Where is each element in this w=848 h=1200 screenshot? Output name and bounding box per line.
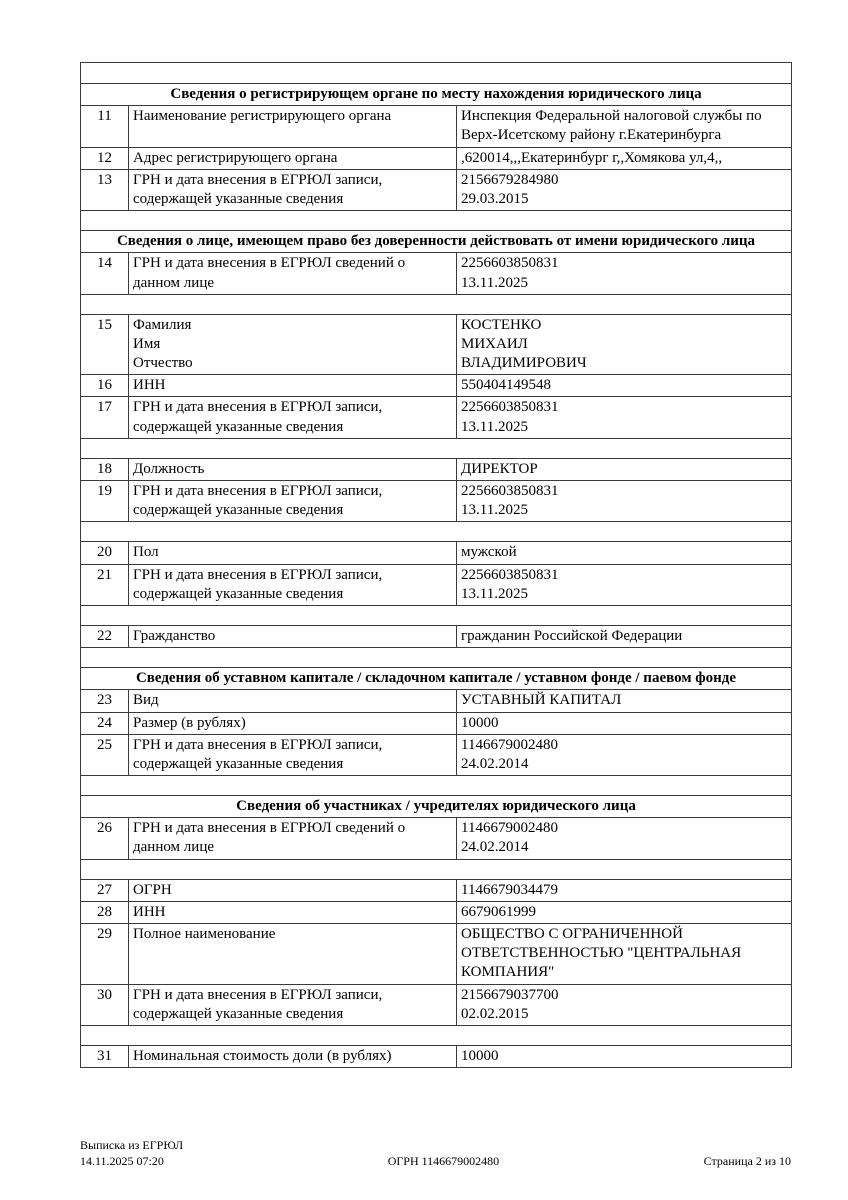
row-label: ОГРН [129,879,457,901]
row-value [457,481,792,522]
spacer-row [81,776,792,796]
spacer-row [81,522,792,542]
spacer-cell [81,211,792,231]
table-row-24 [81,712,792,734]
row-label: Наименование регистрирующего органа [129,106,457,147]
label-name: Имя [133,335,161,352]
table-row-29 [81,924,792,985]
row-label: Номинальная стоимость доли (в рублях) [129,1045,457,1067]
row-label: ГРН и дата внесения в ЕГРЮЛ записи, содержащей указанные сведения [129,734,457,775]
footer-left [80,1138,183,1169]
row-value: Инспекция Федеральной налоговой службы по Верх-Исетскому району г.Екатеринбурга [457,106,792,147]
row-number: 13 [81,169,129,210]
table-row-11 [81,106,792,147]
row-number: 19 [81,481,129,522]
spacer-cell [81,859,792,879]
row-label: ГРН и дата внесения в ЕГРЮЛ записи, содержащей указанные сведения [129,984,457,1025]
row-value: 10000 [457,712,792,734]
value-surname: КОСТЕНКО [461,316,542,333]
row-label: Должность [129,458,457,480]
row-label [129,314,457,375]
row-value: ,620014,,,Екатеринбург г,,Хомякова ул,4,, [457,147,792,169]
row-value: 550404149548 [457,375,792,397]
row-label: Адрес регистрирующего органа [129,147,457,169]
row-label: ГРН и дата внесения в ЕГРЮЛ записи, содержащей указанные сведения [129,397,457,438]
spacer-cell [81,294,792,314]
row-label: Гражданство [129,625,457,647]
grn-date: 13.11.2025 [461,418,528,435]
section-header-capital [81,668,792,690]
row-value [457,734,792,775]
table-row-27 [81,879,792,901]
grn-value: 2256603850831 [461,566,559,583]
empty-cell [81,63,792,84]
row-number: 22 [81,625,129,647]
row-label: Размер (в рублях) [129,712,457,734]
row-number: 11 [81,106,129,147]
grn-value: 2256603850831 [461,399,559,416]
row-label: ИНН [129,375,457,397]
table-row-31 [81,1045,792,1067]
table-row-13 [81,169,792,210]
row-number: 21 [81,564,129,605]
row-value [457,314,792,375]
section-header-participants [81,796,792,818]
table-row-20 [81,542,792,564]
section-title: Сведения о лице, имеющем право без доверенности действовать от имени юридического лица [81,231,792,253]
row-value: УСТАВНЫЙ КАПИТАЛ [457,690,792,712]
spacer-row [81,211,792,231]
grn-value: 2256603850831 [461,255,559,272]
spacer-cell [81,648,792,668]
row-label: ГРН и дата внесения в ЕГРЮЛ записи, содержащей указанные сведения [129,481,457,522]
section-header-reg-organ [81,84,792,106]
row-number: 26 [81,818,129,859]
row-value [457,253,792,294]
spacer-row [81,438,792,458]
value-name: МИХАИЛ [461,335,528,352]
row-value: 1146679034479 [457,879,792,901]
spacer-row [81,648,792,668]
row-label: Пол [129,542,457,564]
section-title: Сведения об уставном капитале / складочном капитале / уставном фонде / паевом фонде [81,668,792,690]
row-number: 31 [81,1045,129,1067]
row-value: 10000 [457,1045,792,1067]
row-label: ИНН [129,901,457,923]
spacer-cell [81,605,792,625]
value-patronymic: ВЛАДИМИРОВИЧ [461,355,587,372]
grn-value: 2156679284980 [461,171,559,188]
row-label: Полное наименование [129,924,457,985]
grn-date: 29.03.2015 [461,190,529,207]
footer-doc-type: Выписка из ЕГРЮЛ [80,1138,184,1152]
row-value [457,818,792,859]
spacer-row [81,859,792,879]
row-number: 25 [81,734,129,775]
spacer-cell [81,438,792,458]
table-top-empty-row [81,63,792,84]
grn-date: 13.11.2025 [461,502,528,519]
row-value: 6679061999 [457,901,792,923]
row-number: 23 [81,690,129,712]
row-number: 18 [81,458,129,480]
row-number: 17 [81,397,129,438]
row-value [457,564,792,605]
row-number: 12 [81,147,129,169]
row-value: ДИРЕКТОР [457,458,792,480]
grn-value: 1146679002480 [461,736,558,753]
row-label: ГРН и дата внесения в ЕГРЮЛ сведений о данном лице [129,818,457,859]
row-value: мужской [457,542,792,564]
grn-date: 24.02.2014 [461,755,529,772]
grn-value: 2256603850831 [461,483,559,499]
grn-date: 02.02.2015 [461,1005,529,1022]
table-row-15 [81,314,792,375]
row-value: ОБЩЕСТВО С ОГРАНИЧЕННОЙ ОТВЕТСТВЕННОСТЬЮ "ЦЕНТРАЛЬНАЯ КОМПАНИЯ" [457,924,792,985]
table-row-17 [81,397,792,438]
row-label: ГРН и дата внесения в ЕГРЮЛ записи, содержащей указанные сведения [129,169,457,210]
spacer-row [81,605,792,625]
row-number: 24 [81,712,129,734]
table-row-23 [81,690,792,712]
row-label: Вид [129,690,457,712]
section-header-person [81,231,792,253]
spacer-cell [81,522,792,542]
row-label: ГРН и дата внесения в ЕГРЮЛ сведений о данном лице [129,253,457,294]
row-value [457,397,792,438]
footer-ogrn: ОГРН 1146679002480 [387,1153,500,1168]
spacer-row [81,1025,792,1045]
row-number: 29 [81,924,129,985]
footer-timestamp: 14.11.2025 07:20 [80,1153,164,1168]
label-patronymic: Отчество [133,355,193,372]
spacer-cell [81,1025,792,1045]
grn-value: 2156679037700 [461,986,559,1003]
row-number: 30 [81,984,129,1025]
row-value [457,169,792,210]
spacer-cell [81,776,792,796]
grn-date: 13.11.2025 [461,274,528,291]
row-value: гражданин Российской Федерации [457,625,792,647]
table-row-25 [81,734,792,775]
row-value [457,984,792,1025]
table-row-16 [81,375,792,397]
grn-date: 24.02.2014 [461,839,529,856]
row-number: 20 [81,542,129,564]
table-row-26 [81,818,792,859]
spacer-row [81,294,792,314]
grn-date: 13.11.2025 [461,585,528,602]
table-row-30 [81,984,792,1025]
grn-value: 1146679002480 [461,820,558,837]
table-row-18 [81,458,792,480]
table-row-19 [81,481,792,522]
table-row-28 [81,901,792,923]
table-row-22 [81,625,792,647]
label-surname: Фамилия [133,316,192,333]
row-number: 27 [81,879,129,901]
row-label: ГРН и дата внесения в ЕГРЮЛ записи, содержащей указанные сведения [129,564,457,605]
row-number: 16 [81,375,129,397]
row-number: 14 [81,253,129,294]
section-title: Сведения о регистрирующем органе по месту нахождения юридического лица [81,84,792,106]
page-footer [80,1138,791,1169]
table-row-21 [81,564,792,605]
table-row-14 [81,253,792,294]
egrul-extract-table [80,62,792,1068]
row-number: 15 [81,314,129,375]
section-title: Сведения об участниках / учредителях юридического лица [81,796,792,818]
footer-page-number: Страница 2 из 10 [703,1153,791,1168]
row-number: 28 [81,901,129,923]
table-row-12 [81,147,792,169]
